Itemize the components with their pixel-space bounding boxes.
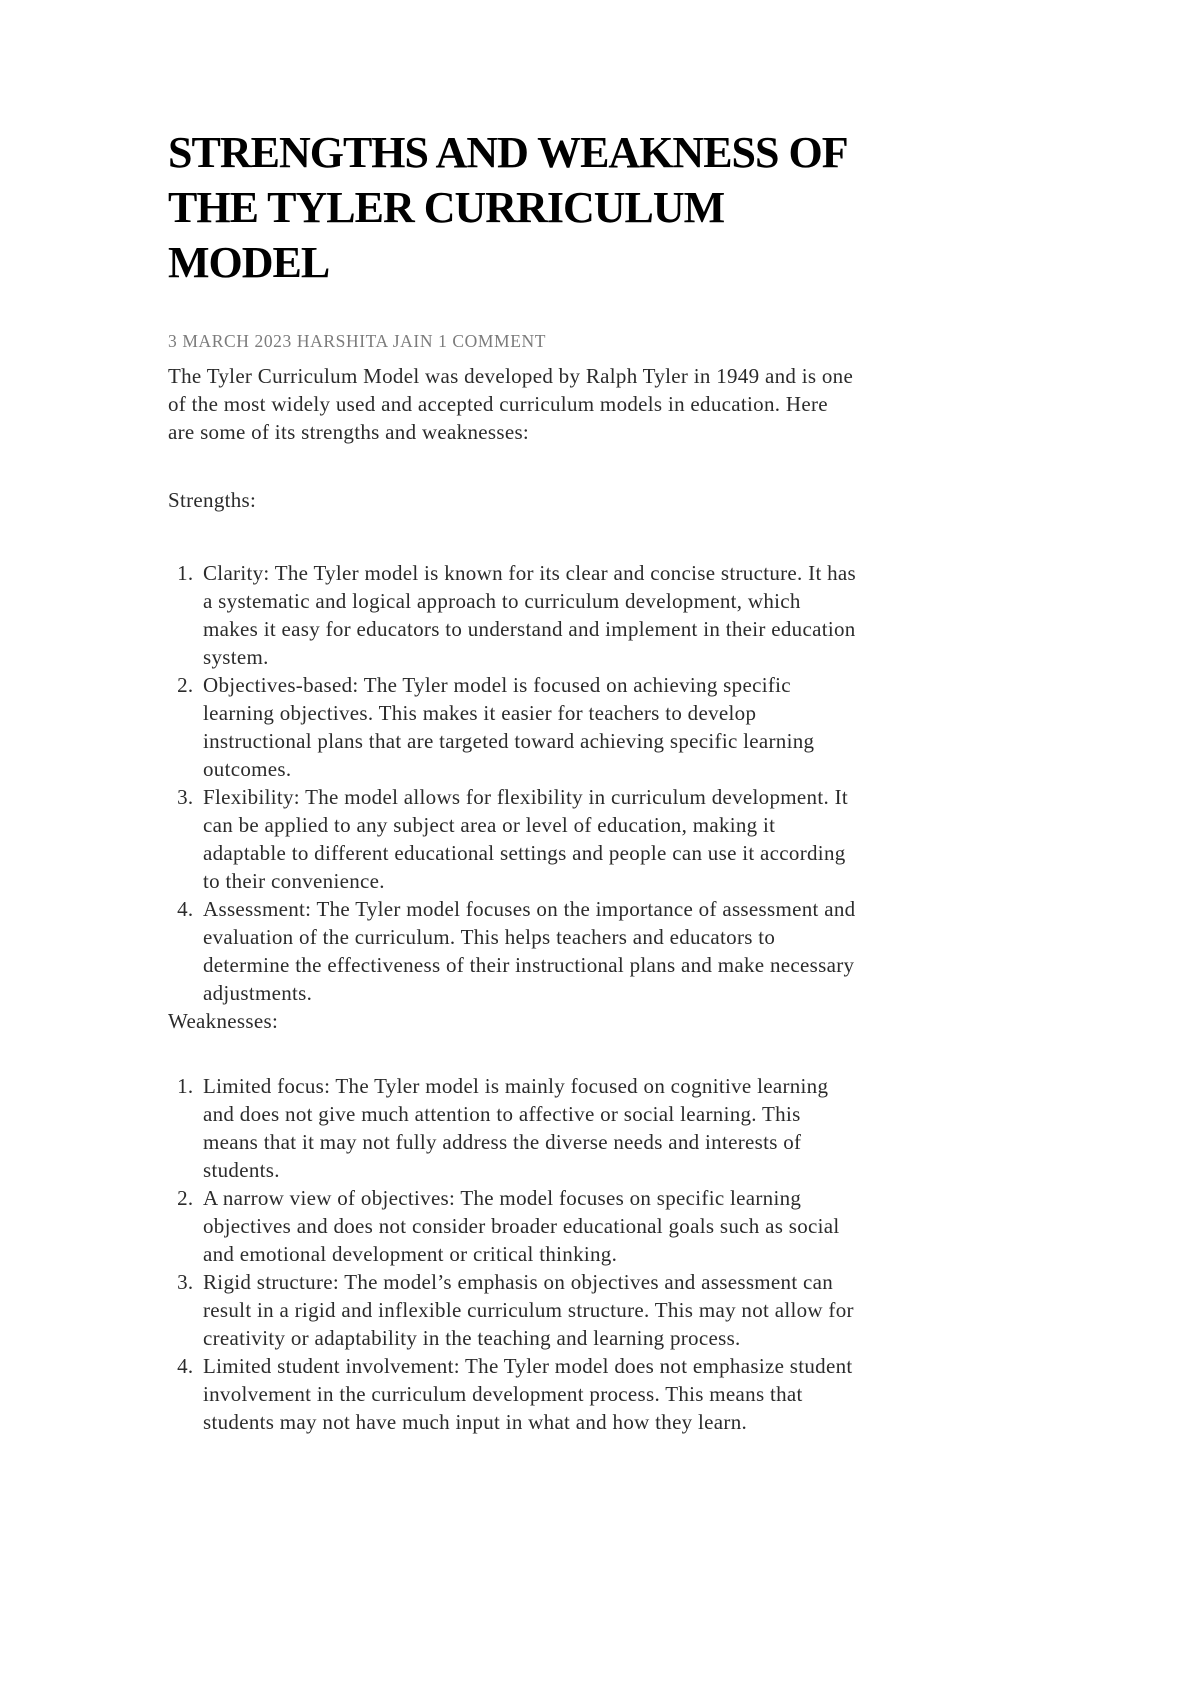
title-line: THE TYLER CURRICULUM: [168, 183, 725, 232]
weaknesses-item-3: 3. Rigid structure: The model’s emphasis on objectives and assessment can result in a rigid and inflexible curriculum structure. This may not allow for creativity or adaptability in the teaching and learning process.: [199, 1268, 858, 1352]
strengths-item-2: 2. Objectives-based: The Tyler model is focused on achieving specific learning objectives. This makes it easier for teachers to develop instructional plans that are targeted toward achieving specific learning outcomes.: [199, 671, 858, 783]
post-meta: [168, 330, 858, 352]
strengths-item-4: 4. Assessment: The Tyler model focuses on the importance of assessment and evaluation of the curriculum. This helps teachers and educators to determine the effectiveness of their instructional plans and make necessary adjustments.: [199, 895, 858, 1007]
strengths-item-3: 3. Flexibility: The model allows for flexibility in curriculum development. It can be applied to any subject area or level of education, making it adaptable to different educational settings and people can use it according to their convenience.: [199, 783, 858, 895]
weaknesses-item-4: 4. Limited student involvement: The Tyler model does not emphasize student involvement in the curriculum development process. This means that students may not have much input in what and how they learn.: [199, 1352, 858, 1436]
intro-paragraph: The Tyler Curriculum Model was developed by Ralph Tyler in 1949 and is one of the most widely used and accepted curriculum models in education. Here are some of its strengths and weaknesses:: [168, 364, 854, 444]
weaknesses-item-2: 2. A narrow view of objectives: The model focuses on specific learning objectives and does not consider broader educational goals such as social and emotional development or critical thinking.: [199, 1184, 858, 1268]
title-line: STRENGTHS AND WEAKNESS OF: [168, 128, 848, 177]
strengths-heading: Strengths:: [168, 488, 257, 512]
article: [168, 125, 858, 1436]
post-date: 3 MARCH 2023: [168, 331, 292, 351]
strengths-list: [168, 559, 858, 1007]
weaknesses-list: [168, 1072, 858, 1436]
weaknesses-item-1: 1. Limited focus: The Tyler model is mainly focused on cognitive learning and does not give much attention to affective or social learning. This means that it may not fully address the diverse needs and interests of students.: [199, 1072, 858, 1184]
title-line: MODEL: [168, 238, 330, 287]
comment-count: 1 COMMENT: [438, 331, 547, 351]
strengths-item-1: 1. Clarity: The Tyler model is known for its clear and concise structure. It has a systematic and logical approach to curriculum development, which makes it easy for educators to understand and implement in their education system.: [199, 559, 858, 671]
article-title: [168, 125, 858, 290]
post-author: HARSHITA JAIN: [296, 331, 434, 351]
weaknesses-heading: Weaknesses:: [168, 1009, 279, 1033]
